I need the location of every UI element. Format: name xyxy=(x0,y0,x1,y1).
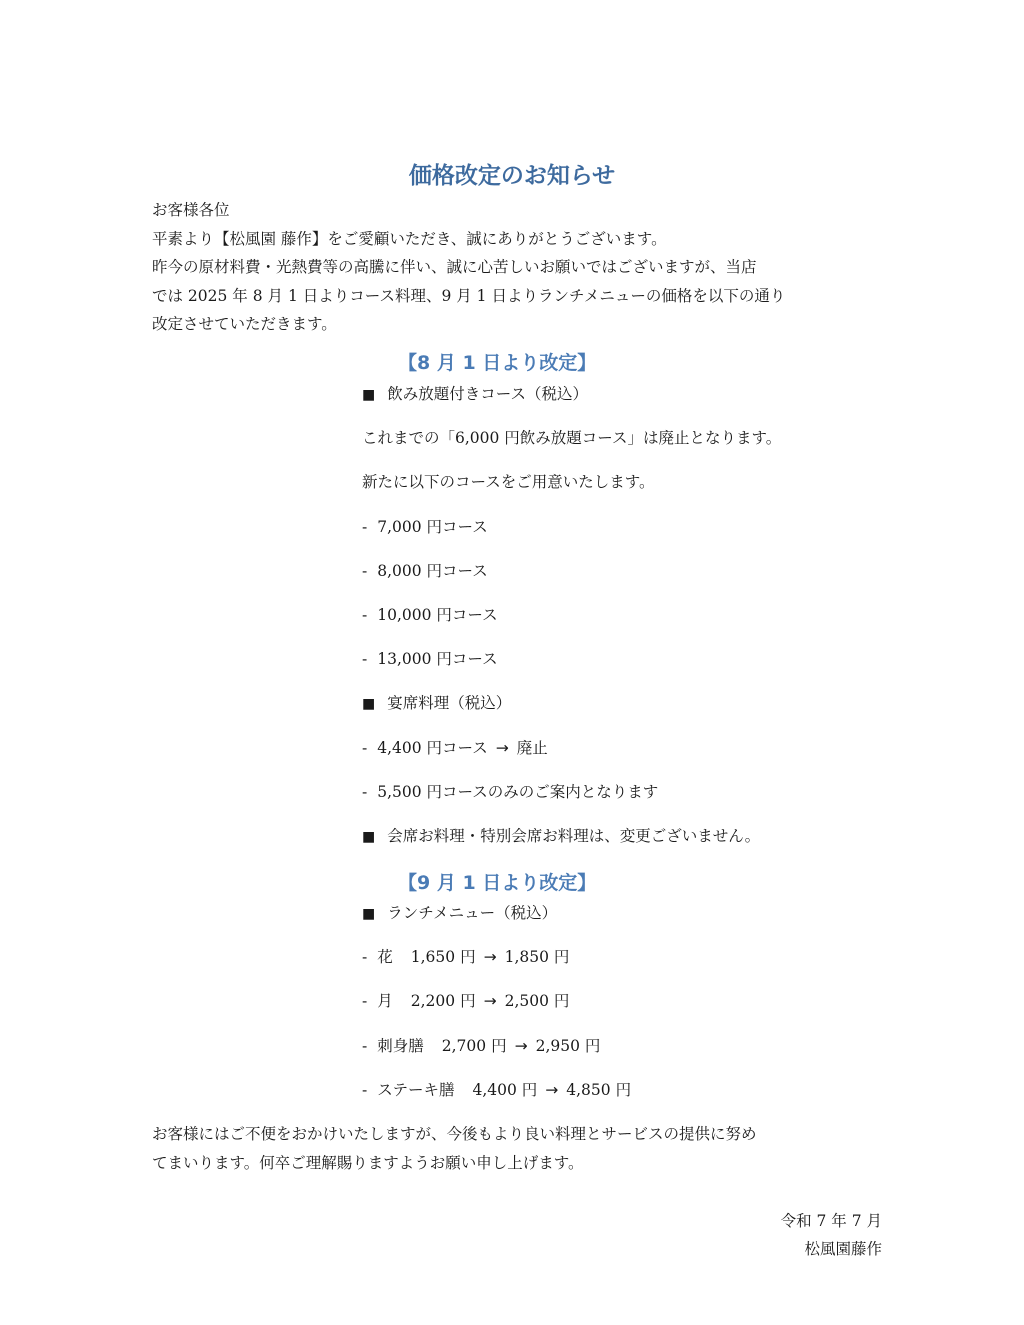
list-item: - 13,000 円コース xyxy=(362,650,498,669)
page-title: 価格改定のお知らせ xyxy=(408,163,616,189)
august-heading: 【8 月 1 日より改定】 xyxy=(398,352,597,374)
banquet-title: ■ 宴席料理（税込） xyxy=(362,692,922,736)
intro-line: 昨今の原材料費・光熱費等の高騰に伴い、誠に心苦しいお願いではございますが、当店 xyxy=(152,258,757,276)
closing-paragraph xyxy=(152,1120,892,1177)
drink-course-title: ■ 飲み放題付きコース（税込） xyxy=(362,383,922,427)
square-bullet-icon: ■ xyxy=(362,696,376,713)
lunch-menu-title: ■ ランチメニュー（税込） xyxy=(362,902,922,946)
arrow-icon: → xyxy=(495,738,509,757)
salutation: お客様各位 xyxy=(152,201,230,219)
list-item: - 5,500 円コースのみのご案内となります xyxy=(362,782,659,801)
september-section xyxy=(362,902,922,1123)
square-bullet-icon: ■ xyxy=(362,387,376,403)
list-item: - 4,400 円コース → 廃止 xyxy=(362,738,548,757)
list-item: - 花 1,650 円 → 1,850 円 xyxy=(362,948,570,967)
list-item: - 月 2,200 円 → 2,500 円 xyxy=(362,992,570,1011)
closing-line: てまいります。何卒ご理解賜りますようお願い申し上げます。 xyxy=(152,1153,584,1172)
kaiseki-note: ■ 会席お料理・特別会席お料理は、変更ございません。 xyxy=(362,825,922,869)
abolish-notice: これまでの「6,000 円飲み放題コース」は廃止となります。 xyxy=(362,429,782,448)
intro-line: 平素より【松風園 藤作】をご愛顧いただき、誠にありがとうございます。 xyxy=(152,229,667,248)
arrow-icon: → xyxy=(545,1080,559,1099)
arrow-icon: → xyxy=(483,992,497,1011)
list-item: - 刺身膳 2,700 円 → 2,950 円 xyxy=(362,1036,601,1055)
signature-name: 松風園藤作 xyxy=(804,1240,882,1258)
intro-section xyxy=(152,196,882,339)
new-course-notice: 新たに以下のコースをご用意いたします。 xyxy=(362,473,655,492)
august-section xyxy=(362,383,922,869)
list-item: - 8,000 円コース xyxy=(362,561,488,580)
signature-date: 令和 7 年 7 月 xyxy=(780,1212,882,1230)
square-bullet-icon: ■ xyxy=(362,906,376,922)
arrow-icon: → xyxy=(483,948,497,967)
list-item: - 7,000 円コース xyxy=(362,517,488,536)
september-heading: 【9 月 1 日より改定】 xyxy=(398,872,597,894)
intro-line: 改定させていただきます。 xyxy=(152,315,337,333)
signature-block xyxy=(781,1207,882,1263)
intro-line: では 2025 年 8 月 1 日よりコース料理、9 月 1 日よりランチメニューの価格を以下の通り xyxy=(152,286,786,305)
square-bullet-icon: ■ xyxy=(362,828,376,845)
arrow-icon: → xyxy=(514,1036,528,1055)
list-item: - 10,000 円コース xyxy=(362,605,498,624)
closing-line: お客様にはご不便をおかけいたしますが、今後もより良い料理とサービスの提供に努め xyxy=(152,1125,757,1143)
list-item: - ステーキ膳 4,400 円 → 4,850 円 xyxy=(362,1080,632,1099)
